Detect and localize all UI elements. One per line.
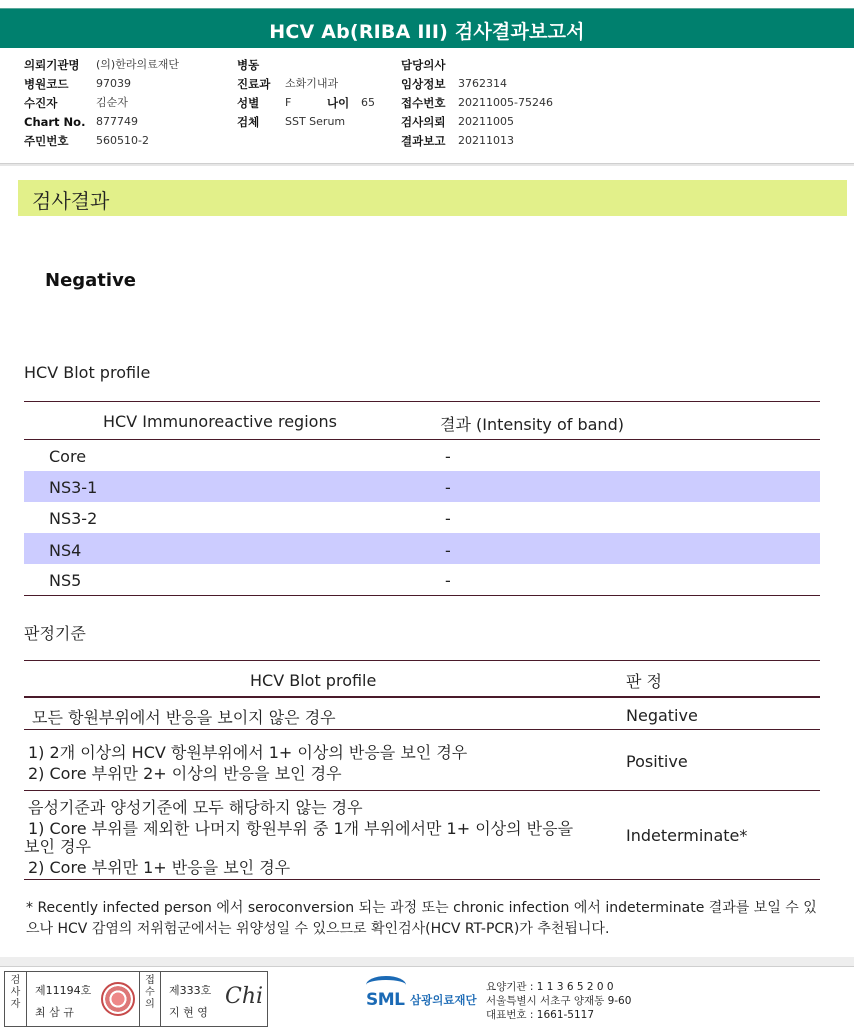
criteria-line: 2) Core 부위만 1+ 반응을 보인 경우 xyxy=(28,858,291,877)
table-header: HCV Blot profile xyxy=(250,671,377,690)
info-value: 20211005-75246 xyxy=(458,96,553,109)
table-row-region: NS3-1 xyxy=(49,478,98,497)
info-label: Chart No. xyxy=(24,115,86,129)
info-label: 결과보고 xyxy=(401,134,446,148)
patient-info-col1 xyxy=(24,56,234,151)
table-rule xyxy=(24,439,820,440)
info-value: 소화기내과 xyxy=(285,77,339,90)
info-row xyxy=(237,75,397,94)
signature-box xyxy=(4,971,268,1027)
info-row xyxy=(237,56,397,75)
info-value: 20211005 xyxy=(458,115,514,128)
info-row xyxy=(24,75,234,94)
info-value: 김순자 xyxy=(96,96,128,109)
info-row xyxy=(401,56,601,75)
criteria-title: 판정기준 xyxy=(24,624,86,643)
info-row xyxy=(24,132,234,151)
patient-info-col2 xyxy=(237,56,397,132)
info-row xyxy=(401,132,601,151)
info-label: 수진자 xyxy=(24,96,58,110)
info-value: 3762314 xyxy=(458,77,507,90)
table-header: 판 정 xyxy=(626,672,662,691)
criteria-verdict: Indeterminate* xyxy=(626,826,748,845)
table-row-region: NS3-2 xyxy=(49,509,98,528)
age-label: 나이 xyxy=(327,96,350,110)
table-row-region: NS5 xyxy=(49,571,82,590)
info-value: 97039 xyxy=(96,77,131,90)
receiver-label: 접수의 xyxy=(139,972,161,1026)
criteria-line: 음성기준과 양성기준에 모두 해당하지 않는 경우 xyxy=(28,798,363,817)
table-row-value: - xyxy=(445,478,451,497)
info-label: 성별 xyxy=(237,96,260,110)
table-row-value: - xyxy=(445,509,451,528)
org-name: 삼광의료재단 xyxy=(410,993,477,1007)
examiner-name: 최 삼 규 xyxy=(35,1006,74,1019)
info-label: 주민번호 xyxy=(24,134,69,148)
info-value: F xyxy=(285,96,292,109)
examiner-license: 제11194호 xyxy=(35,984,92,997)
info-row xyxy=(24,94,234,113)
criteria-line: 모든 항원부위에서 반응을 보이지 않은 경우 xyxy=(32,708,336,727)
info-label: 진료과 xyxy=(237,77,271,91)
table-rule xyxy=(24,696,820,698)
info-row xyxy=(237,113,397,132)
official-seal xyxy=(101,982,135,1016)
section-band xyxy=(18,180,847,216)
row-stripe xyxy=(24,471,820,502)
table-header: HCV Immunoreactive regions xyxy=(103,412,337,431)
info-row xyxy=(401,94,601,113)
sml-logo xyxy=(366,976,408,1016)
receiver-name: 지 현 영 xyxy=(169,1006,208,1019)
table-row-value: - xyxy=(445,447,451,466)
address-line: 서울특별시 서초구 양재동 9-60 xyxy=(486,995,632,1007)
info-label: 검체 xyxy=(237,115,260,129)
table-row-value: - xyxy=(445,541,451,560)
blot-profile-title: HCV Blot profile xyxy=(24,363,151,382)
info-value: 877749 xyxy=(96,115,138,128)
info-row xyxy=(401,113,601,132)
info-row xyxy=(24,56,234,75)
age-value: 65 xyxy=(361,96,375,109)
table-rule xyxy=(24,729,820,730)
row-stripe xyxy=(24,533,820,564)
info-label: 의뢰기관명 xyxy=(24,58,80,72)
address-line: 대표번호 : 1661-5117 xyxy=(486,1009,595,1021)
header-divider xyxy=(0,163,854,166)
criteria-table xyxy=(24,660,820,880)
logo-text: SML xyxy=(366,990,405,1010)
table-row-region: Core xyxy=(49,447,87,466)
footer-divider xyxy=(0,957,854,967)
table-rule xyxy=(24,879,820,880)
table-rule xyxy=(24,660,820,661)
info-value: 20211013 xyxy=(458,134,514,147)
examiner-label: 검사자 xyxy=(5,972,27,1026)
report-title-bar xyxy=(0,8,854,48)
blot-profile-table xyxy=(24,401,820,596)
table-rule xyxy=(24,790,820,791)
criteria-line: 2) Core 부위만 2+ 이상의 반응을 보인 경우 xyxy=(28,764,342,783)
table-row-region: NS4 xyxy=(49,541,82,560)
signature: Chi xyxy=(225,984,264,1009)
info-label: 접수번호 xyxy=(401,96,446,110)
patient-info-col3 xyxy=(401,56,601,151)
info-label: 검사의뢰 xyxy=(401,115,446,129)
info-value: SST Serum xyxy=(285,115,346,128)
info-label: 병원코드 xyxy=(24,77,69,91)
criteria-line: 1) 2개 이상의 HCV 항원부위에서 1+ 이상의 반응을 보인 경우 xyxy=(28,743,468,762)
info-label: 담당의사 xyxy=(401,58,446,72)
receiver-license: 제333호 xyxy=(169,984,212,997)
table-header: 결과 (Intensity of band) xyxy=(440,415,624,434)
report-title: HCV Ab(RIBA III) 검사결과보고서 xyxy=(269,21,585,43)
criteria-verdict: Positive xyxy=(626,752,688,771)
info-value: (의)한라의료재단 xyxy=(96,58,179,71)
info-label: 병동 xyxy=(237,58,260,72)
org-address xyxy=(486,980,631,1022)
info-row xyxy=(24,113,234,132)
footnote: * Recently infected person 에서 seroconversion 되는 과정 또는 chronic infection 에서 indeterminate 결과를 보일 수 있으나 HCV 감염의 저위험군에서는 위양성일 수 있으므로 확인검사(HCV RT-PCR)가 추천됩니다. xyxy=(26,900,817,937)
report-footer xyxy=(0,968,854,1036)
info-value: 560510-2 xyxy=(96,134,149,147)
address-line: 요양기관 : 1 1 3 6 5 2 0 0 xyxy=(486,981,614,993)
criteria-verdict: Negative xyxy=(626,706,698,725)
criteria-line: 1) Core 부위를 제외한 나머지 항원부위 중 1개 부위에서만 1+ 이상의 반응을 xyxy=(28,819,574,838)
info-row xyxy=(401,75,601,94)
result-value: Negative xyxy=(45,270,137,291)
info-label: 임상정보 xyxy=(401,77,446,91)
criteria-line: 보인 경우 xyxy=(24,837,91,856)
info-row xyxy=(237,94,397,113)
section-title-result: 검사결과 xyxy=(32,189,110,213)
table-rule xyxy=(24,595,820,596)
table-row-value: - xyxy=(445,571,451,590)
table-rule xyxy=(24,401,820,402)
